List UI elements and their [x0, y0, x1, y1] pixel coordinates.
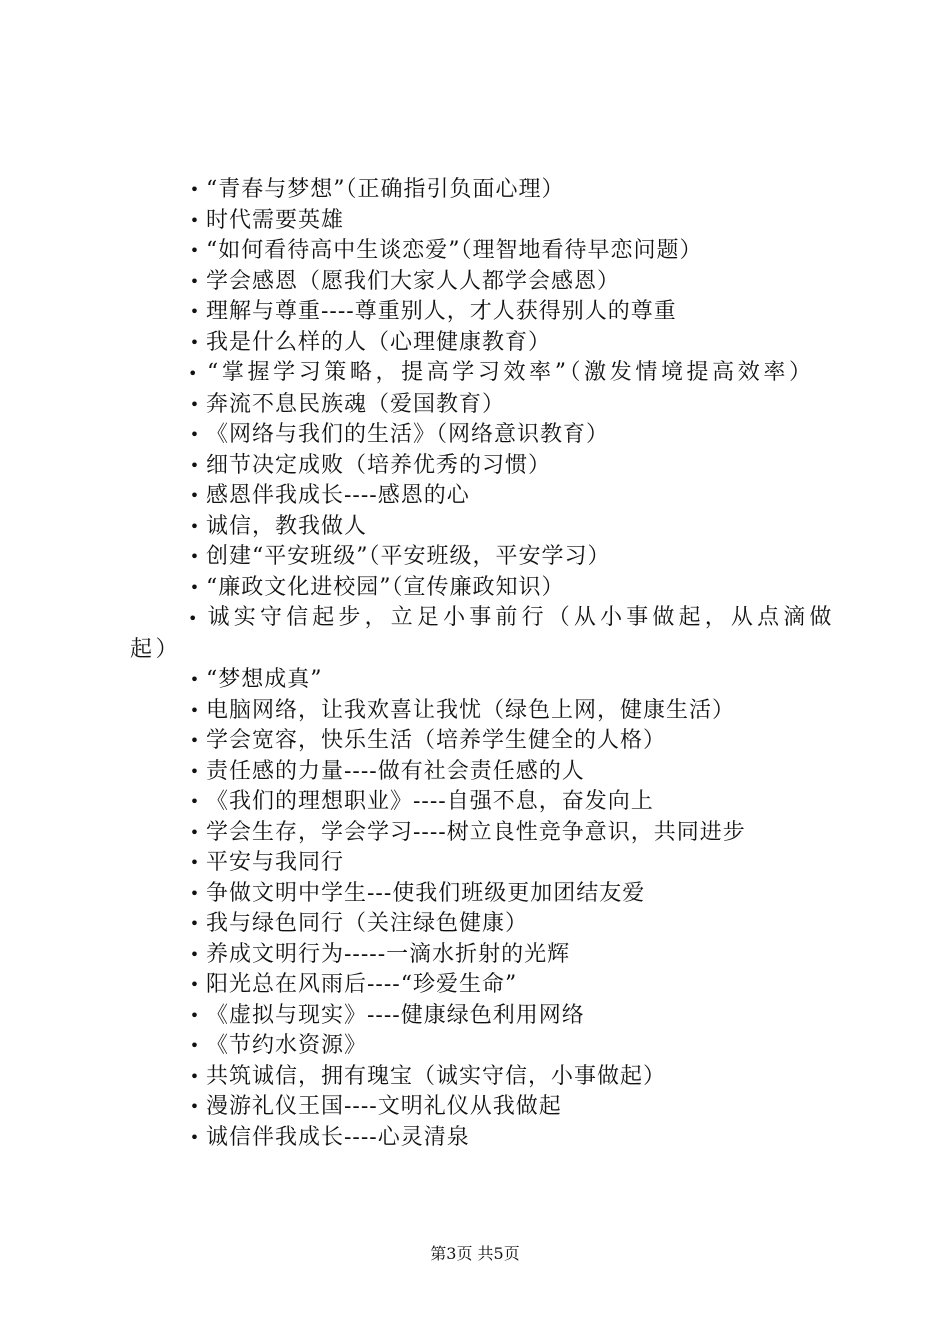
list-item	[130, 451, 835, 482]
page-number-label: 第3页 共5页	[430, 1244, 520, 1263]
list-item	[130, 481, 835, 512]
list-item-text: 《网络与我们的生活》（网络意识教育）	[206, 422, 610, 447]
list-item-text: 学会生存，学会学习----树立良性竞争意识，共同进步	[206, 819, 746, 845]
list-item-text: 电脑网络，让我欢喜让我忧（绿色上网，健康生活）	[206, 697, 736, 723]
list-item-text: 诚信，教我做人	[206, 513, 368, 539]
list-item	[130, 573, 835, 604]
bullet-icon: •	[189, 883, 201, 903]
list-item-text: “如何看待高中生谈恋爱”（理智地看待早恋问题）	[206, 238, 703, 263]
list-item-text: 细节决定成败（培养优秀的习惯）	[206, 452, 552, 478]
list-item-text: 诚实守信起步，立足小事前行（从小事做起，从点滴做起）	[130, 605, 835, 662]
bullet-icon: •	[189, 1066, 201, 1086]
list-item-text: 奔流不息民族魂（爱国教育）	[206, 391, 506, 417]
list-item-text: “梦想成真”	[206, 667, 323, 692]
list-item-text: 《虚拟与现实》----健康绿色利用网络	[206, 1002, 585, 1028]
bullet-icon: •	[189, 700, 201, 720]
bullet-icon: •	[189, 332, 201, 352]
list-item-text: 诚信伴我成长----心灵清泉	[206, 1124, 470, 1150]
bullet-icon: •	[189, 792, 201, 811]
list-item-text: 《我们的理想职业》----自强不息，奋发向上	[206, 789, 654, 814]
list-item	[130, 665, 835, 696]
bullet-icon: •	[189, 1097, 201, 1116]
bullet-icon: •	[189, 577, 201, 597]
list-item	[130, 970, 835, 1001]
list-item-text: 感恩伴我成长----感恩的心	[206, 483, 470, 508]
list-item	[130, 940, 835, 971]
list-item	[130, 603, 835, 665]
bullet-icon: •	[189, 241, 201, 260]
list-item	[130, 420, 835, 451]
list-item-text: 责任感的力量----做有社会责任感的人	[206, 758, 585, 784]
bullet-icon: •	[189, 761, 201, 781]
list-item-text: 漫游礼仪王国----文明礼仪从我做起	[206, 1094, 562, 1119]
list-item	[130, 879, 835, 910]
list-item-text: 学会宽容，快乐生活（培养学生健全的人格）	[206, 728, 667, 753]
list-item	[130, 1092, 835, 1123]
list-item	[130, 206, 835, 237]
list-item	[130, 848, 835, 879]
list-item	[130, 297, 835, 328]
list-item	[130, 1062, 835, 1093]
list-item	[130, 542, 835, 573]
bullet-icon: •	[189, 547, 201, 566]
list-item	[130, 267, 835, 298]
bullet-icon: •	[189, 670, 201, 689]
list-item-text: 理解与尊重----尊重别人，才人获得别人的尊重	[206, 299, 677, 324]
bullet-icon: •	[189, 1127, 201, 1147]
list-item-text: “廉政文化进校园”（宣传廉政知识）	[206, 574, 565, 600]
list-item-text: 争做文明中学生---使我们班级更加团结友爱	[206, 880, 646, 906]
list-item	[130, 175, 835, 206]
list-item-text: “掌握学习策略，提高学习效率”（激发情境提高效率）	[207, 360, 815, 385]
list-item-text: “青春与梦想”（正确指引负面心理）	[206, 177, 565, 202]
bullet-icon: •	[189, 455, 201, 475]
list-item	[130, 818, 835, 849]
bullet-icon: •	[189, 516, 201, 536]
bullet-icon: •	[189, 1036, 201, 1055]
bullet-icon: •	[189, 853, 201, 872]
bullet-icon: •	[189, 731, 201, 750]
bullet-icon: •	[188, 364, 202, 383]
list-item-text: 创建“平安班级”（平安班级，平安学习）	[206, 544, 611, 569]
list-item	[130, 1123, 835, 1154]
list-item-text: 我与绿色同行（关注绿色健康）	[206, 911, 529, 936]
page-footer	[0, 1243, 950, 1265]
bullet-icon: •	[189, 914, 201, 933]
list-item	[130, 757, 835, 788]
bullet-icon: •	[189, 975, 201, 994]
list-item	[130, 512, 835, 543]
list-item-text: 时代需要英雄	[206, 207, 345, 233]
bullet-icon: •	[189, 180, 201, 199]
bullet-icon: •	[189, 486, 201, 505]
list-item	[130, 1031, 835, 1062]
list-item-text: 我是什么样的人（心理健康教育）	[206, 329, 552, 355]
list-item-text: 养成文明行为-----一滴水折射的光辉	[206, 941, 571, 967]
bullet-icon: •	[189, 425, 201, 444]
bullet-icon: •	[189, 1005, 201, 1025]
list-item-text: 平安与我同行	[206, 850, 345, 875]
list-item	[130, 358, 835, 390]
bullet-icon: •	[189, 394, 201, 414]
list-item	[130, 1001, 835, 1032]
list-item	[130, 787, 835, 818]
bullet-icon: •	[189, 210, 201, 230]
list-item	[130, 696, 835, 727]
bullet-icon: •	[189, 271, 201, 291]
list-item-text: 共筑诚信，拥有瑰宝（诚实守信，小事做起）	[206, 1063, 667, 1089]
list-item	[130, 236, 835, 267]
topic-list	[130, 175, 835, 1153]
bullet-icon: •	[189, 944, 201, 964]
list-item	[130, 726, 835, 757]
list-item	[130, 909, 835, 940]
bullet-icon: •	[189, 822, 201, 842]
list-item-text: 阳光总在风雨后----“珍爱生命”	[206, 972, 518, 997]
bullet-icon: •	[188, 609, 202, 628]
list-item-text: 《节约水资源》	[206, 1033, 368, 1058]
list-item	[130, 328, 835, 359]
bullet-icon: •	[189, 302, 201, 321]
list-item-text: 学会感恩（愿我们大家人人都学会感恩）	[206, 268, 621, 294]
list-item	[130, 390, 835, 421]
